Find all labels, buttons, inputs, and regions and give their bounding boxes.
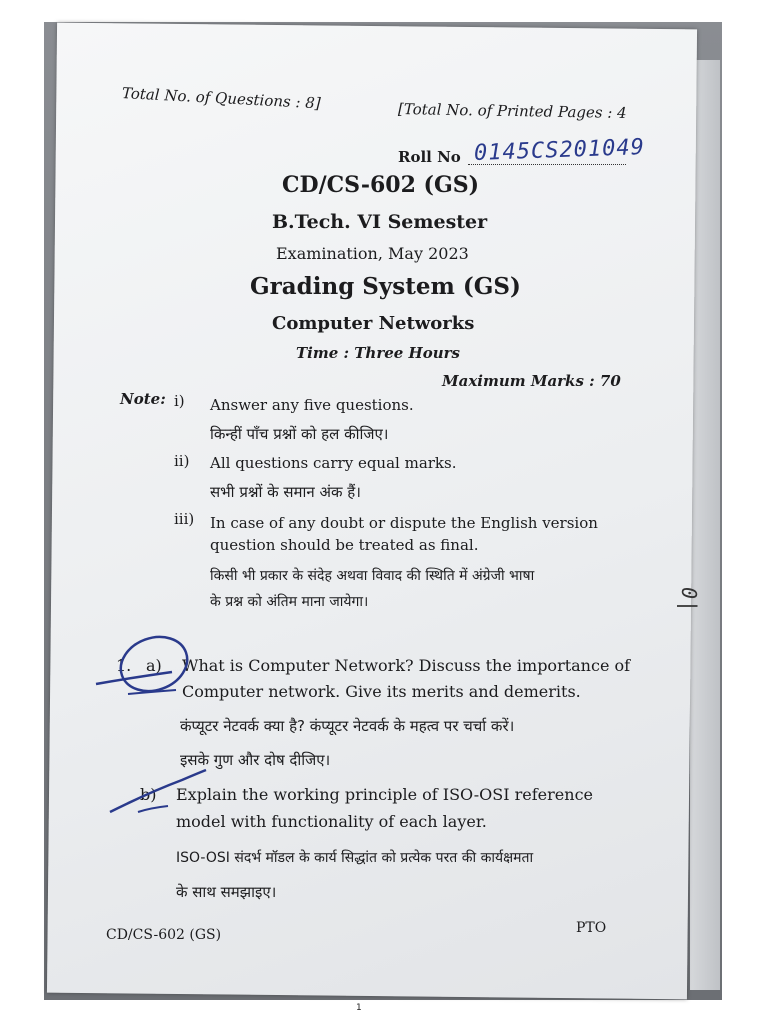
question-1a-english-line-1: What is Computer Network? Discuss the importance of (182, 656, 631, 675)
note-1-hindi: किन्हीं पाँच प्रश्नों को हल कीजिए। (210, 425, 389, 443)
question-1b-hindi-line-2: के साथ समझाइए। (176, 883, 277, 901)
question-1a-hindi-line-1: कंप्यूटर नेटवर्क क्या है? कंप्यूटर नेटवर्क के महत्व पर चर्चा करें। (180, 717, 515, 735)
subject-title: Computer Networks (272, 313, 475, 334)
maximum-marks: Maximum Marks : 70 (442, 372, 621, 390)
question-1b-hindi-line-1: ISO-OSI संदर्भ मॉडल के कार्य सिद्धांत को प्रत्येक परत की कार्यक्षमता (176, 850, 534, 866)
question-1a-hindi-line-2: इसके गुण और दोष दीजिए। (180, 751, 331, 769)
note-3-hindi-line-1: किसी भी प्रकार के संदेह अथवा विवाद की स्थिति में अंग्रेजी भाषा (210, 568, 535, 584)
time-allowed: Time : Three Hours (296, 344, 460, 362)
note-1-number: i) (174, 392, 185, 410)
roll-no-handwritten: 0145CS201049 (473, 135, 646, 166)
question-1a-english-line-2: Computer network. Give its merits and demerits. (182, 682, 581, 701)
question-1b-english-line-2: model with functionality of each layer. (176, 812, 487, 831)
question-1b-label: b) (140, 785, 157, 804)
margin-handwritten-mark: 0| (677, 586, 702, 614)
question-1b-english-line-1: Explain the working principle of ISO-OSI reference (176, 785, 593, 804)
exam-title: Examination, May 2023 (276, 244, 469, 263)
question-1a-label: a) (146, 656, 162, 675)
note-3-english-line-1: In case of any doubt or dispute the English version (210, 514, 598, 532)
note-1-english: Answer any five questions. (210, 396, 414, 414)
note-2-hindi: सभी प्रश्नों के समान अंक हैं। (210, 483, 361, 501)
course-code-title: CD/CS-602 (GS) (282, 172, 480, 198)
note-3-hindi-line-2: के प्रश्न को अंतिम माना जायेगा। (210, 594, 369, 610)
page-number: 1 (356, 1003, 362, 1013)
note-3-english-line-2: question should be treated as final. (210, 536, 479, 554)
total-questions: Total No. of Questions : 8] (121, 84, 322, 113)
footer-course-code: CD/CS-602 (GS) (106, 927, 222, 943)
footer-pto: PTO (576, 920, 607, 936)
note-3-number: iii) (174, 510, 195, 528)
grading-system-title: Grading System (GS) (250, 273, 521, 300)
note-label: Note: (120, 390, 166, 408)
question-1-number: 1. (116, 656, 132, 675)
note-2-english: All questions carry equal marks. (210, 454, 457, 472)
note-2-number: ii) (174, 452, 190, 470)
total-printed-pages: [Total No. of Printed Pages : 4 (397, 100, 627, 122)
program-title: B.Tech. VI Semester (272, 211, 488, 233)
roll-no-label: Roll No (398, 148, 461, 166)
